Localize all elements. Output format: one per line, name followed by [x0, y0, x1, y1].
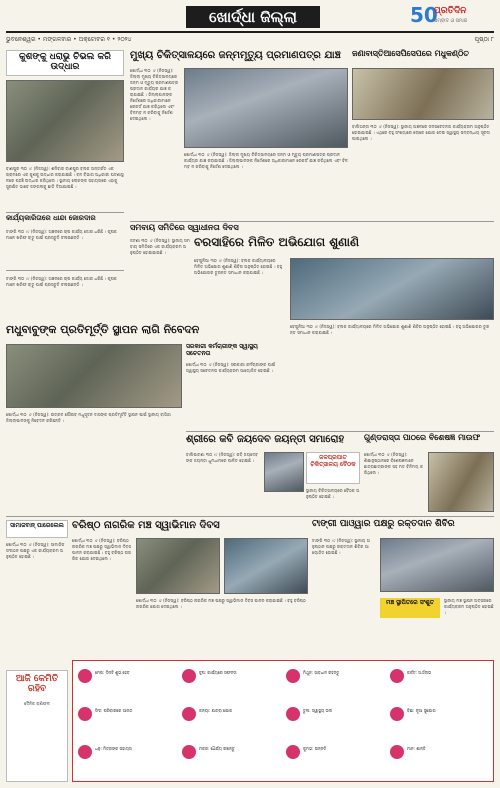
article-13-body-cont: ଖୋର୍ଦ୍ଧା ୩୦ ।୯ (ନିଜସ୍ୱ): ବରିଷ୍ଠ ନାଗରିକ ମଞ୍ଚ ପକ୍ଷରୁ ସ୍ୱାଭିମାନ ଦିବସ ପାଳନ କରାଯାଇଛି । ବହୁ ବରିଷ୍ଠ ନାଗରିକ ଯୋଗ ଦେଇଥିଲେ । — [136, 598, 306, 609]
article-2-body-cont: ଖୋର୍ଦ୍ଧା ୩୦ ।୯ (ନିଜସ୍ୱ): ଜିଲ୍ଲା ମୁଖ୍ୟ ଚିକିତ୍ସାଳୟରେ ଜନ୍ମ ଓ ମୃତ୍ୟୁ ପ୍ରମାଣପତ୍ର ପ୍ରଦାନ କାର୍ଯ୍ୟର ଯାଞ୍ଚ କରାଯାଇଛି । ଜିଲ୍ଲାପାଳଙ୍କ ନିର୍ଦ୍ଦେଶରେ ଅଧିକାରୀମାନେ ରେକର୍ଡ ଯାଞ୍ଚ କରିଥିଲେ ଏବଂ ବିଳମ୍ବ ନ କରିବାକୁ ନିର୍ଦ୍ଦେଶ ଦେଇଥିଲେ । — [184, 152, 348, 169]
horoscope-text: ମେଷ: ଦିନଟି ଶୁଭ ହେବ — [95, 670, 130, 675]
article-12-box — [6, 520, 68, 538]
article-4-body-cont: ଟାଙ୍ଗି ୩୦ ।୯ (ନିଜସ୍ୱ): ଅଞ୍ଚଳରେ ଚାଷ କାର୍ଯ୍ୟ ଜୋର ଧରିଛି । କୃଷକମାନେ ଖରିଫ ଋତୁ ପାଇଁ ପ୍ରସ୍ତୁତି ଚଳାଇଛନ୍ତି । — [6, 276, 117, 287]
brand-logo — [410, 4, 496, 28]
article-10-box — [306, 452, 360, 484]
horoscope-text: କର୍କଟ: ଅର୍ଥଲାଭ — [407, 670, 432, 675]
horoscope-text: ଧନୁ: ମିତ୍ରଙ୍କ ସହାୟତା — [95, 746, 132, 751]
article-2-headline: ମୁଖ୍ୟ ଚିକିତ୍ସାଳୟରେ ଜନ୍ମମୃତ୍ୟୁ ପ୍ରମାଣପତ୍ର ଯାଞ୍ଚ — [130, 50, 341, 61]
article-7-photo — [6, 344, 182, 408]
article-2-body: ଖୋର୍ଦ୍ଧା ୩୦ ।୯ (ନିଜସ୍ୱ): ଜିଲ୍ଲା ମୁଖ୍ୟ ଚିକିତ୍ସାଳୟରେ ଜନ୍ମ ଓ ମୃତ୍ୟୁ ପ୍ରମାଣପତ୍ର ପ୍ରଦାନ କାର୍ଯ୍ୟର ଯାଞ୍ଚ କରାଯାଇଛି । ଜିଲ୍ଲାପାଳଙ୍କ ନିର୍ଦ୍ଦେଶରେ ଅଧିକାରୀମାନେ ରେକର୍ଡ ଯାଞ୍ଚ କରିଥିଲେ ଏବଂ ବିଳମ୍ବ ନ କରିବାକୁ ନିର୍ଦ୍ଦେଶ ଦେଇଥିଲେ । — [130, 68, 179, 121]
article-13-photo-2 — [224, 538, 308, 594]
article-3-headline: ଜଣାବାସ୍ତିଆସେପିସେପରେ ମଧୁକଣ୍ଠିତ — [352, 49, 470, 58]
article-14-headline: ଟାଙ୍ଗୀ ପାଓ୍ୱାର ପକ୍ଷରୁ ରକ୍ତଦାନ ଶିବିର — [312, 519, 455, 529]
brand-mark: 50 — [410, 3, 438, 27]
article-6-headline: ବରସାହିରେ ମିଳିତ ଅଭିଯୋଗ ଶୁଣାଣି — [194, 235, 360, 249]
article-9-headline: ଶ୍ରୀରେ କବି ଜୟଦେବ ଜୟନ୍ତୀ ସମାରୋହ — [186, 434, 345, 445]
zodiac-icon — [182, 669, 196, 683]
horoscope-item — [286, 706, 390, 724]
article-12-body: ଖୋର୍ଦ୍ଧା ୩୦ ।୯ (ନିଜସ୍ୱ): ସାମାଜିକ ସଂଗଠନ ପକ୍ଷରୁ ଏକ କାର୍ଯ୍ୟକ୍ରମ ଅନୁଷ୍ଠିତ ହୋଇଛି । — [6, 542, 65, 559]
divider — [6, 212, 124, 213]
horoscope-item — [78, 668, 182, 686]
horoscope-text: ବିଛା: ନୂଆ ସୁଯୋଗ — [407, 708, 436, 713]
masthead-rule — [6, 31, 494, 33]
divider — [130, 221, 494, 222]
article-1-headline: କୁଶଙ୍କୁ ଧରାଭୁ ଚିଭଲ କରି ଉଦ୍ଧାର — [19, 52, 111, 72]
article-7-body: ଖୋର୍ଦ୍ଧା ୩୦ ।୯ (ନିଜସ୍ୱ): ଉତ୍କଳ ଗୌରବ ମଧୁସୂଦନ ଦାସଙ୍କ ପ୍ରତିମୂର୍ତ୍ତି ସ୍ଥାପନ ପାଇଁ ସ୍ଥାନୀୟ ବାସିନ୍ଦା ଜିଲ୍ଲାପାଳଙ୍କୁ ନିବେଦନ କରିଛନ୍ତି । — [6, 412, 171, 423]
article-14-photo — [380, 538, 494, 592]
zodiac-icon — [78, 669, 92, 683]
article-5-body: ଜଟଣୀ ୩୦ ।୯ (ନିଜସ୍ୱ): ସ୍ଥାନୀୟ ସମବାୟ ସମିତିରେ ଏକ କାର୍ଯ୍ୟକ୍ରମ ଅନୁଷ୍ଠିତ ହୋଇଯାଇଛି । — [130, 238, 190, 255]
zodiac-icon — [286, 669, 300, 683]
article-3-photo — [352, 68, 494, 120]
article-12-headline: ସାମାଜବାନ୍ ପାରେଲେଲ — [10, 522, 64, 529]
horoscope-item — [182, 668, 286, 686]
zodiac-icon — [182, 745, 196, 759]
horoscope-text: କନ୍ୟା: ଯାତ୍ରା ଯୋଗ — [199, 708, 233, 713]
horoscope-text: ମିଥୁନ: ସାବଧାନ ରହନ୍ତୁ — [303, 670, 340, 675]
brand-name: ପ୍ରତିଦିନ — [434, 6, 467, 16]
article-6-body: ବେଗୁନିଆ ୩୦ ।୯ (ନିଜସ୍ୱ): ବ୍ଲକ କାର୍ଯ୍ୟାଳୟରେ ମିଳିତ ଅଭିଯୋଗ ଶୁଣାଣି ଶିବିର ଅନୁଷ୍ଠିତ ହୋଇଛି । ବହୁ ଅଭିଯୋଗର ତୁରନ୍ତ ସମାଧାନ କରାଯାଇଛି । — [194, 258, 283, 275]
horoscope-text: କୁମ୍ଭ: ଉନ୍ନତି — [303, 746, 327, 751]
horoscope-text: ତୁଳା: ସ୍ୱାସ୍ଥ୍ୟ ଭଲ — [303, 708, 333, 713]
horoscope-item — [390, 744, 494, 762]
article-6-body-cont: ବେଗୁନିଆ ୩୦ ।୯ (ନିଜସ୍ୱ): ବ୍ଲକ କାର୍ଯ୍ୟାଳୟରେ ମିଳିତ ଅଭିଯୋଗ ଶୁଣାଣି ଶିବିର ଅନୁଷ୍ଠିତ ହୋଇଛି । ବହୁ ଅଭିଯୋଗର ତୁରନ୍ତ ସମାଧାନ କରାଯାଇଛି । — [290, 324, 490, 335]
zodiac-icon — [390, 707, 404, 721]
horoscope-item — [182, 706, 286, 724]
article-11-headline: ଗୁଣ୍ଡରାସ୍ତା ପାଠରେ ବିଶେଷଜ୍ଞ ମାଉଫ — [364, 433, 481, 442]
zodiac-icon — [78, 707, 92, 721]
article-1-headline-box — [6, 50, 124, 76]
horoscope-item — [390, 706, 494, 724]
horoscope-item — [182, 744, 286, 762]
horoscope-text: ମକର: ଧୈର୍ଯ୍ୟ ରଖନ୍ତୁ — [199, 746, 235, 751]
article-11-body: ଖୋର୍ଦ୍ଧା ୩୦ ।୯ (ନିଜସ୍ୱ): ଶିକ୍ଷାନୁଷ୍ଠାନରେ ବିଶେଷଜ୍ଞମାନେ ଛାତ୍ରଛାତ୍ରୀଙ୍କ ସହ ମତ ବିନିମୟ କରିଥିଲେ । — [364, 452, 424, 475]
horoscope-text: ବୃଷ: କାର୍ଯ୍ୟରେ ସଫଳତା — [199, 670, 237, 675]
date-text: ଭୁବନେଶ୍ୱର • ମଙ୍ଗଳବାର • ଅକ୍ଟୋବର ୧ • ୨୦୨୪ — [6, 36, 132, 43]
article-10-body: ସ୍ଥାନୀୟ ଚିକିତ୍ସାଳୟରେ ବୈଠକ ଅନୁଷ୍ଠିତ ହୋଇଛି । — [306, 488, 360, 499]
zodiac-icon — [286, 745, 300, 759]
horoscope-text: ସିଂହ: ପରିବାରରେ ଆନନ୍ଦ — [95, 708, 133, 713]
divider — [6, 270, 124, 271]
article-13-body: ଖୋର୍ଦ୍ଧା ୩୦ ।୯ (ନିଜସ୍ୱ): ବରିଷ୍ଠ ନାଗରିକ ମଞ୍ଚ ପକ୍ଷରୁ ସ୍ୱାଭିମାନ ଦିବସ ପାଳନ କରାଯାଇଛି । ବହୁ ବରିଷ୍ଠ ନାଗରିକ ଯୋଗ ଦେଇଥିଲେ । — [72, 538, 132, 561]
article-4-headline: କାର୍ଯ୍ୟକାରିତାରେ ଧାନ୍ଦା ଜୋରଦାର — [6, 214, 96, 222]
masthead — [0, 0, 500, 34]
article-8-body: ଖୋର୍ଦ୍ଧା ୩୦ ।୯ (ନିଜସ୍ୱ): ସରକାରୀ କର୍ମଚାରୀଙ୍କ ପାଇଁ ସ୍ୱାସ୍ଥ୍ୟ ସଚେତନତା କାର୍ଯ୍ୟକ୍ରମ ଆୟୋଜିତ ହୋଇଛି । — [186, 362, 276, 373]
article-9-body: ବାଲିପାଟଣା ୩୦ ।୯ (ନିଜସ୍ୱ): କବି ଜୟଦେବଙ୍କ ଜୟନ୍ତୀ ଧୁମଧାମରେ ପାଳିତ ହୋଇଛି । — [186, 452, 258, 463]
article-13-photo-1 — [136, 538, 220, 594]
horoscope-item — [78, 744, 182, 762]
horoscope-subtitle: ଦୈନିକ ରାଶିଫଳ — [24, 700, 50, 706]
zodiac-icon — [182, 707, 196, 721]
article-1-photo — [6, 80, 124, 162]
page-number: ପୃଷ୍ଠା ୮ — [474, 36, 494, 43]
article-2-photo — [184, 68, 348, 148]
brand-tagline: ସମ୍ବାଦ ଓ ସମାଜ — [434, 18, 468, 24]
article-5-headline: ସମବାୟ ସମିତିରେ ସ୍ୱାଧୀନତା ଦିବସ — [130, 223, 239, 232]
horoscope-item — [78, 706, 182, 724]
horoscope-title: ଆଜି କେମିତି ରହିବ — [15, 674, 59, 694]
article-14-body: ଟାଙ୍ଗି ୩୦ ।୯ (ନିଜସ୍ୱ): ସ୍ଥାନୀୟ ଅନୁଷ୍ଠାନ ପକ୍ଷରୁ ରକ୍ତଦାନ ଶିବିର ଆୟୋଜିତ ହୋଇଛି । — [312, 538, 371, 555]
horoscope-item — [286, 668, 390, 686]
article-13-headline: ବରିଷ୍ଠ ନାଗରିକ ମଞ୍ଚ ସ୍ୱାଭିମାନ ଦିବସ — [72, 520, 220, 531]
article-11-photo — [428, 452, 494, 512]
divider — [6, 516, 494, 517]
article-15-headline: ମଞ୍ଚ ସ୍ଥାପିତରେ ସଂଶୁତ — [380, 598, 440, 618]
horoscope-box — [6, 670, 68, 782]
article-8-headline: ସରକାରୀ କର୍ମଚାରୀଙ୍କ ସ୍ୱାସ୍ଥ୍ୟ ସଚେତନତା — [186, 343, 258, 357]
article-6-photo — [290, 258, 494, 320]
article-10-headline: ଜଳପ୍ରପାତ ଚିକିତ୍ସାଳୟ ବୈଠକ — [310, 454, 356, 468]
article-15-body: ସ୍ଥାନୀୟ ମଞ୍ଚ ସ୍ଥାପନ ଅବସରରେ କାର୍ଯ୍ୟକ୍ରମ ଅନୁଷ୍ଠିତ ହୋଇଛି । — [444, 598, 494, 615]
zodiac-icon — [78, 745, 92, 759]
article-9-photo — [264, 452, 304, 492]
zodiac-icon — [286, 707, 300, 721]
page-title: ଖୋର୍ଦ୍ଧା ଜିଲ୍ଲା — [186, 6, 320, 28]
dateline — [6, 36, 494, 46]
article-4-body: ଟାଙ୍ଗି ୩୦ ।୯ (ନିଜସ୍ୱ): ଅଞ୍ଚଳରେ ଚାଷ କାର୍ଯ୍ୟ ଜୋର ଧରିଛି । କୃଷକମାନେ ଖରିଫ ଋତୁ ପାଇଁ ପ୍ରସ୍ତୁତି ଚଳାଇଛନ୍ତି । — [6, 229, 117, 240]
divider — [186, 431, 494, 432]
zodiac-icon — [390, 745, 404, 759]
zodiac-icon — [390, 669, 404, 683]
horoscope-item — [286, 744, 390, 762]
article-7-headline: ମଧୁବାବୁଙ୍କ ପ୍ରତିମୂର୍ତ୍ତି ସ୍ଥାପନ ଲାଗି ନିବେଦନ — [6, 323, 200, 336]
article-3-body: ବାଲିଅନ୍ତା ୩୦ ।୯ (ନିଜସ୍ୱ): ସ୍ଥାନୀୟ ଅଞ୍ଚଳରେ ଜନସଚେତନତା କାର୍ଯ୍ୟକ୍ରମ ଅନୁଷ୍ଠିତ ହୋଇଯାଇଛି । ଏଥିରେ ବହୁ ସଂଖ୍ୟାରେ ଲୋକେ ଯୋଗ ଦେଇ ସ୍ୱାସ୍ଥ୍ୟ ସମ୍ବନ୍ଧୀୟ ସୂଚନା ପାଇଥିଲେ । — [352, 124, 490, 141]
horoscope-item — [390, 668, 494, 686]
horoscope-text: ମୀନ: ଶାନ୍ତି — [407, 746, 426, 751]
article-1-body: ବାଣପୁର ୩୦ ।୯ (ନିଜସ୍ୱ): ଶନିବାର ବାଣପୁର ବ୍ଲକ ଅନ୍ତର୍ଗତ ଏକ ଗ୍ରାମରେ ଏକ କୁଶକୁ ଉଦ୍ଧାର କରାଯାଇଛି । ବନ ବିଭାଗ ଅଧିକାରୀ ଘଟଣାସ୍ଥଳରେ ପହଞ୍ଚି ଉଦ୍ଧାର କରିଥିଲେ । ସ୍ଥାନୀୟ ଲୋକଙ୍କ ସହାୟତାରେ ଏହାକୁ ସୁରକ୍ଷିତ ଭାବେ ଜଙ୍ଗଲକୁ ଛାଡି ଦିଆଯାଇଛି । — [6, 166, 124, 189]
